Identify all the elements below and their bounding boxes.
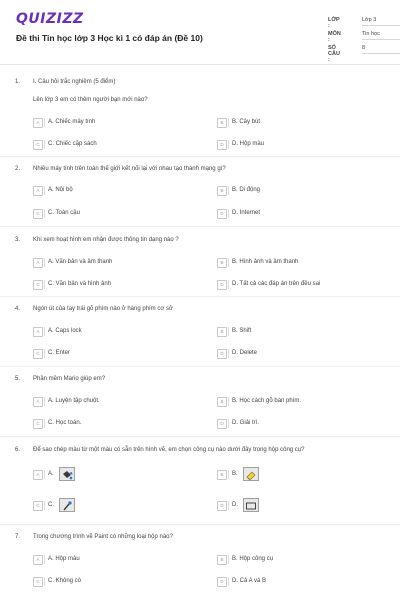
option-text: B. Di động xyxy=(232,187,261,193)
option-separator xyxy=(228,186,229,195)
option-letter-badge: C xyxy=(33,140,43,150)
option-text: D. Cả A và B xyxy=(232,578,267,584)
question-divider xyxy=(0,156,400,157)
option-separator xyxy=(44,349,45,358)
question-number: 4. xyxy=(15,306,21,312)
question-text: Phần mềm Mario giúp em? xyxy=(33,376,106,382)
question-text: Để sao chép màu từ một màu có sẵn trên hình vẽ, em chọn công cụ nào dưới đây trong hộp công cụ? xyxy=(33,447,305,453)
option-letter-badge: D xyxy=(217,209,227,219)
option-letter-badge: C xyxy=(33,349,43,359)
meta-subject-label: MÔN : xyxy=(328,31,341,43)
question-subtext: Lên lớp 3 em có thêm người bạn mới nào? xyxy=(33,97,148,103)
option-text: A. Hộp màu xyxy=(48,556,80,562)
question-number: 5. xyxy=(15,376,21,382)
question-number: 1. xyxy=(15,79,21,85)
question-number: 3. xyxy=(15,237,21,243)
option-letter-badge: A xyxy=(33,470,43,480)
option-text: D. Giải trí. xyxy=(232,420,260,426)
option-letter-badge: B xyxy=(217,397,227,407)
eraser-icon xyxy=(243,467,259,481)
option-letter-badge: B xyxy=(217,470,227,480)
option-letter-badge: C xyxy=(33,577,43,587)
option-letter-badge: A xyxy=(33,397,43,407)
option-letter-badge: D xyxy=(217,140,227,150)
question-divider xyxy=(0,296,400,297)
option-letter-badge: C xyxy=(33,280,43,290)
question-divider xyxy=(0,436,400,437)
option-text: B. Học cách gõ bàn phím. xyxy=(232,398,302,404)
option-letter-badge: B xyxy=(217,186,227,196)
worksheet-title: Đề thi Tin học lớp 3 Học kì 1 có đáp án (Đề 10) xyxy=(16,33,203,43)
option-text: D. Hộp màu xyxy=(232,141,265,147)
option-text: D. xyxy=(232,502,238,508)
option-separator xyxy=(44,419,45,428)
option-letter-badge: B xyxy=(217,555,227,565)
option-letter-badge: D xyxy=(217,419,227,429)
option-text: C. Văn bản và hình ảnh xyxy=(48,281,112,287)
option-separator xyxy=(44,186,45,195)
question-text: Khi xem hoạt hình em nhận được thông tin dạng nào ? xyxy=(33,237,179,243)
question-divider xyxy=(0,226,400,227)
option-separator xyxy=(44,258,45,267)
meta-subject-value: Tin học xyxy=(362,31,400,40)
question-number: 7. xyxy=(15,534,21,540)
rectangle-icon xyxy=(243,498,259,512)
option-separator xyxy=(228,397,229,406)
question-divider xyxy=(0,524,400,525)
option-separator xyxy=(228,327,229,336)
option-text: D. Internet xyxy=(232,210,261,216)
option-text: D. Tất cả các đáp án trên đều sai xyxy=(232,281,321,287)
option-separator xyxy=(44,501,45,510)
question-number: 6. xyxy=(15,447,21,453)
option-letter-badge: D xyxy=(217,280,227,290)
option-letter-badge: A xyxy=(33,186,43,196)
option-text: D. Delete xyxy=(232,350,258,356)
option-separator xyxy=(228,258,229,267)
option-separator xyxy=(44,327,45,336)
meta-count-value: 8 xyxy=(362,45,400,54)
option-text: B. Hình ảnh và âm thanh xyxy=(232,259,299,265)
worksheet-header xyxy=(0,0,400,64)
option-text: A. Luyện tập chuột. xyxy=(48,398,100,404)
option-separator xyxy=(228,209,229,218)
option-separator xyxy=(228,555,229,564)
option-text: A. Caps lock xyxy=(48,328,82,334)
option-separator xyxy=(228,118,229,127)
option-separator xyxy=(44,140,45,149)
option-text: C. xyxy=(48,502,54,508)
option-text: B. Shift xyxy=(232,328,252,334)
option-separator xyxy=(228,501,229,510)
option-letter-badge: A xyxy=(33,327,43,337)
question-text: Ngón út của tay trái gõ phím nào ở hàng phím cơ sở xyxy=(33,306,173,312)
option-letter-badge: C xyxy=(33,501,43,511)
option-separator xyxy=(228,349,229,358)
option-separator xyxy=(228,280,229,289)
question-text: Nhiều máy tính trên toàn thế giới kết nối lại với nhau tạo thành mạng gì? xyxy=(33,166,226,172)
color-picker-icon xyxy=(59,498,75,512)
header-divider xyxy=(0,64,400,65)
option-text: A. xyxy=(48,471,54,477)
quizizz-logo: QUIZIZZ xyxy=(16,11,84,27)
option-text: C. Enter xyxy=(48,350,71,356)
option-separator xyxy=(44,280,45,289)
question-text: I. Câu hỏi trắc nghiệm (5 điểm) xyxy=(33,79,116,85)
option-text: C. Toàn cầu xyxy=(48,210,80,216)
option-text: A. Nội bộ xyxy=(48,187,73,193)
option-separator xyxy=(228,419,229,428)
option-letter-badge: A xyxy=(33,555,43,565)
option-letter-badge: D xyxy=(217,577,227,587)
option-text: B. Hộp công cụ xyxy=(232,556,274,562)
question-divider xyxy=(0,366,400,367)
option-letter-badge: A xyxy=(33,118,43,128)
question-text: Trong chương trình vẽ Paint có những loại hộp nào? xyxy=(33,534,173,540)
option-letter-badge: A xyxy=(33,258,43,268)
option-letter-badge: D xyxy=(217,501,227,511)
option-text: B. Cây bút xyxy=(232,119,261,125)
option-separator xyxy=(228,577,229,586)
option-separator xyxy=(44,118,45,127)
meta-grade-value: Lớp 3 xyxy=(362,17,400,26)
option-separator xyxy=(44,397,45,406)
option-text: B. xyxy=(232,471,238,477)
option-text: A. Chiếc máy tính xyxy=(48,119,96,125)
meta-grade-label: LỚP : xyxy=(328,17,340,29)
option-letter-badge: B xyxy=(217,118,227,128)
meta-count-label: SỐ CÂU : xyxy=(328,45,340,63)
option-text: C. Không có xyxy=(48,578,82,584)
option-separator xyxy=(228,470,229,479)
option-letter-badge: C xyxy=(33,419,43,429)
question-number: 2. xyxy=(15,166,21,172)
option-separator xyxy=(44,555,45,564)
option-letter-badge: B xyxy=(217,258,227,268)
option-text: C. Học toán. xyxy=(48,420,82,426)
paint-bucket-icon xyxy=(59,467,75,481)
option-text: A. Văn bản và âm thanh xyxy=(48,259,113,265)
option-separator xyxy=(44,470,45,479)
option-separator xyxy=(44,209,45,218)
option-letter-badge: B xyxy=(217,327,227,337)
option-letter-badge: C xyxy=(33,209,43,219)
option-letter-badge: D xyxy=(217,349,227,359)
option-separator xyxy=(228,140,229,149)
option-separator xyxy=(44,577,45,586)
option-text: C. Chiếc cặp sách xyxy=(48,141,97,147)
